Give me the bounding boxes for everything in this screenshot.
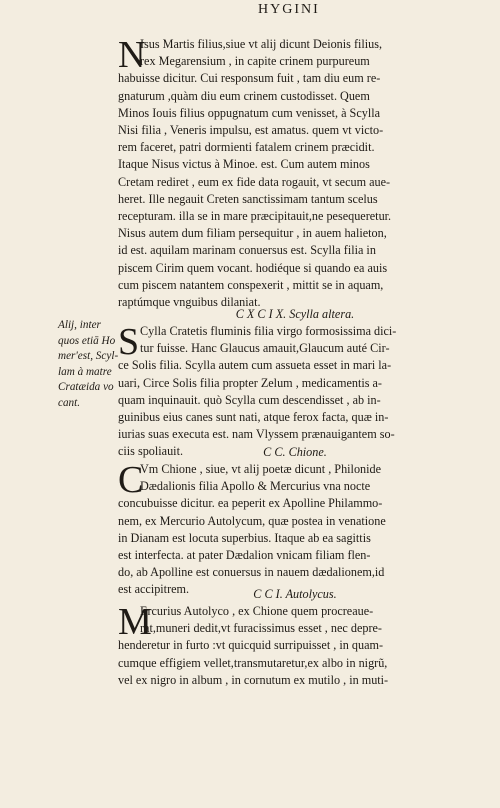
text-line: rex Megarensium , in capite crinem purpureum — [140, 54, 370, 69]
text-line: tur fuisse. Hanc Glaucus amauit,Glaucum auté Cir- — [140, 341, 390, 356]
text-line: cumque effigiem vellet,transmutaretur,ex albo in nigrũ, — [118, 655, 388, 670]
text-line: Minos Iouis filius oppugnatum cum venisset, à Scylla — [118, 105, 381, 120]
drop-cap: M — [118, 601, 152, 643]
margin-note — [58, 318, 122, 412]
text-line: cum piscem natantem conspexerit , mittit se in aquam, — [118, 277, 384, 292]
text-line: Cylla Cratetis fluminis filia virgo formosissima dici- — [140, 324, 397, 338]
text-line: uari, Circe Solis filia propter Zelum , medicamentis a- — [118, 375, 382, 390]
text-line: rat,muneri dedit,vt furacissimus esset , nec depre- — [140, 621, 382, 636]
text-line: rem faceret, patri dormienti fatalem crinem præcidit. — [118, 140, 375, 155]
text-line: do, ab Apolline est conuersus in nauem dædalionem,id — [118, 565, 385, 580]
margin-note-line: mer'est, Scyl- — [58, 350, 119, 363]
text-line: henderetur in furto :vt quicquid surripuisset , in quam- — [118, 638, 384, 653]
text-line: habuisse dicitur. Cui responsum fuit , tam diu eum re- — [118, 71, 381, 86]
section-heading: C C. Chione. — [263, 445, 327, 459]
section-autolycus — [118, 586, 472, 689]
running-head: HYGINI — [258, 2, 320, 17]
drop-cap: C — [118, 459, 144, 501]
margin-note-line: Cratæida vo — [58, 381, 114, 394]
section-heading: C C I. Autolycus. — [253, 587, 337, 601]
section-chione — [118, 444, 472, 599]
text-line: est accipitrem. — [118, 582, 190, 597]
text-line: Dædalionis filia Apollo & Mercurius vna nocte — [140, 479, 371, 494]
text-line: vel ex nigro in album , in cornutum ex mutilo , in muti- — [118, 672, 389, 687]
text-line: Nisus autem dum filiam persequitur , in auem halieton, — [118, 226, 387, 241]
text-line: ciis spoliauit. — [118, 444, 183, 459]
text-line: Ercurius Autolyco , ex Chione quem procreaue- — [140, 604, 374, 618]
text-line: Vm Chione , siue, vt alij poetæ dicunt , Philonide — [140, 462, 382, 476]
text-line: Cretam rediret , eum ex fide data rogauit, vt secum aue- — [118, 174, 391, 189]
text-line: quam inquinauit. quò Scylla cum descendisset , ab in- — [118, 392, 381, 407]
text-line: est interfecta. at pater Dædalion vnicam filiam flen- — [118, 548, 371, 563]
text-line: Isus Martis filius,siue vt alij dicunt Deionis filius, — [140, 37, 383, 51]
text-line: recepturam. illa se in mare præcipitauit,ne pesequeretur. — [118, 209, 392, 224]
text-line: Itaque Nisus victus à Minoe. est. Cum autem minos — [118, 157, 370, 172]
drop-cap: N — [118, 34, 146, 76]
text-line: ce Solis filia. Scylla autem cum assueta esset in mari la- — [118, 358, 392, 373]
text-line: guinibus eius canes sunt nati, atque ferox facta, quæ in- — [118, 410, 389, 425]
text-line: piscem Cirim quem vocant. hodiéque si quando ea auis — [118, 260, 388, 275]
drop-cap: S — [118, 321, 140, 363]
text-line: raptúmque vnguibus dilaniat. — [118, 295, 261, 310]
text-line: heret. Ille negauit Creten sanctissimam tantum scelus — [118, 191, 378, 206]
text-line: Nisi filia , Veneris impulsu, est amatus. quem vt victo- — [118, 123, 384, 138]
margin-note-line: Alij, inter — [58, 319, 101, 331]
text-line: nem, ex Mercurio Autolycum, quæ postea in venatione — [118, 513, 386, 528]
margin-note-line: lam à matre — [58, 365, 112, 378]
margin-note-line: cant. — [58, 396, 81, 409]
text-line: concubuisse dicitur. ea peperit ex Apolline Philammo- — [118, 496, 383, 511]
text-line: gnaturum ,quàm diu eum crinem custodisset. Quem — [118, 88, 370, 103]
text-line: in Dianam est locuta superbius. Itaque ab ea sagittis — [118, 530, 371, 545]
section-nisus — [118, 36, 472, 311]
margin-note-line: quos etiā Ho — [58, 334, 116, 347]
text-line: id est. aquilam marinam conuersus est. Scylla filia in — [118, 243, 376, 258]
section-heading: C X C I X. Scylla altera. — [235, 307, 355, 321]
text-line: iurias suas executa est. nam Vlyssem prænauigantem so- — [118, 427, 395, 442]
section-scylla — [118, 306, 472, 461]
